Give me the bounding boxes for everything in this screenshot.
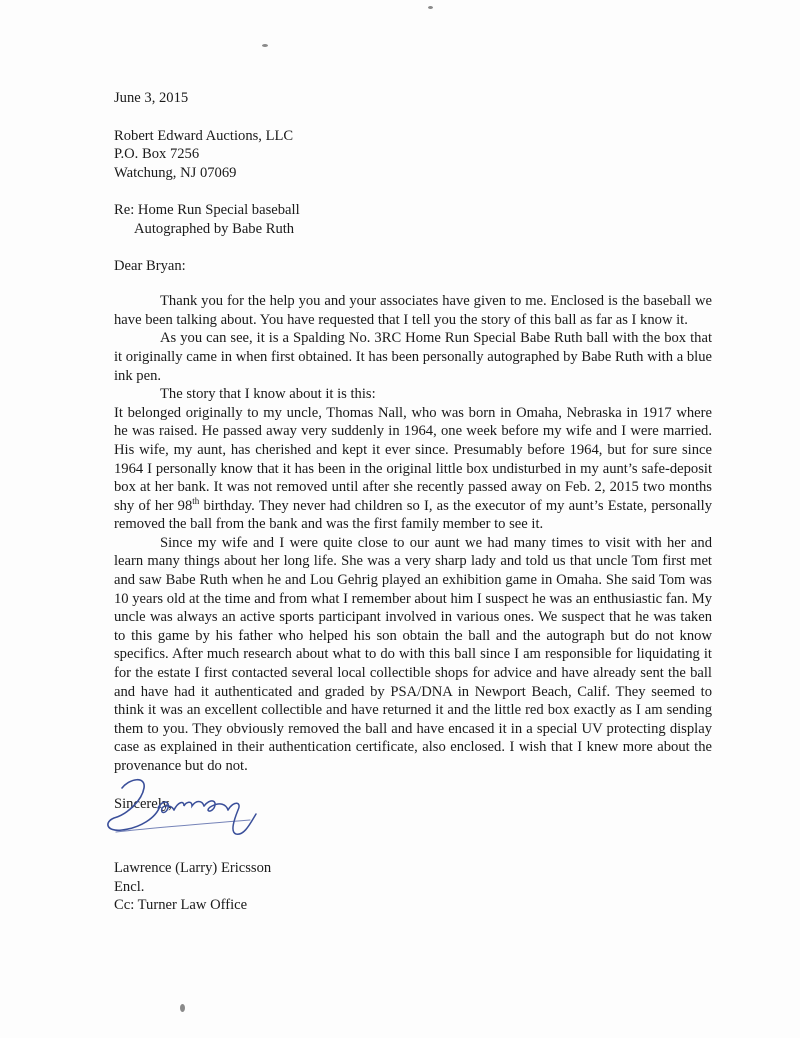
enclosure-note: Encl. — [114, 878, 145, 895]
paragraph-1: Thank you for the help you and your associates have given to me. Enclosed is the baseball we have been talking about. You have requested that I tell you the story of this ball as far as I know it. — [114, 293, 712, 328]
letter-paragraphs — [114, 292, 712, 775]
letter-date: June 3, 2015 — [114, 90, 189, 106]
paragraph-3: The story that I know about it is this: — [160, 386, 376, 403]
recipient-address — [114, 127, 712, 183]
cc-note: Cc: Turner Law Office — [114, 897, 248, 914]
closing-word: Sincerely, — [114, 795, 172, 812]
subject-line — [114, 201, 712, 238]
paper-speck — [262, 44, 268, 47]
ordinal-suffix: th — [192, 495, 200, 506]
paragraph-4-part-b: birthday. They never had children so I, as the executor of my aunt’s Estate, personally removed the ball from the bank and was the first family member to see it. — [114, 497, 713, 533]
paragraph-4-part-a: It belonged originally to my uncle, Thomas Nall, who was born in Omaha, Nebraska in 1917 where he was raised. He passed away very suddenly in 1964, one week before my wife and I were married. His wife, my aunt, has cherished and kept it ever since. Presumably before 1964, but for sure since 1964 I personally know that it has been in the original little box undisturbed in my aunt’s safe-deposit box at her bank. It was not removed until after she recently passed away on Feb. 2, 2015 two months shy of her 98 — [114, 404, 712, 514]
paper-speck — [180, 1004, 185, 1012]
paragraph-2: As you can see, it is a Spalding No. 3RC Home Run Special Babe Ruth ball with the box that it originally came in when first obtained. It has been personally autographed by Babe Ruth with a blue ink pen. — [114, 330, 712, 384]
handwritten-signature — [100, 770, 270, 840]
paper-speck — [428, 6, 433, 9]
paragraph-4 — [114, 404, 712, 534]
subject-line-1: Re: Home Run Special baseball — [114, 202, 300, 219]
subject-line-2: Autographed by Babe Ruth — [134, 220, 295, 237]
salutation: Dear Bryan: — [114, 257, 186, 274]
paragraph-5: Since my wife and I were quite close to our aunt we had many times to visit with her and learn many things about her long life. She was a very sharp lady and told us that uncle Tom first met and saw Babe Ruth when he and Lou Gehrig played an exhibition game in Omaha. She said Tom was 10 years old at the time and from what I remember about him I suspect he was an enthusiastic fan. My uncle was always an active sports participant involved in various ones. We suspect that he was taken to this game by his father who helped his son obtain the ball and the autograph but do not know specifics. After much research about what to do with this ball since I am responsible for liquidating it for the estate I first contacted several local collectible shops for advice and have already sent the ball and have had it authenticated and graded by PSA/DNA in Newport Beach, Calif. They seemed to think it was an excellent collectible and have returned it and the little red box exactly as I am sending them to you. They obviously removed the ball and have encased it in a special UV protecting display case as explained in their authentication certificate, also enclosed. I wish that I knew more about the provenance but do not. — [114, 534, 712, 774]
recipient-company: Robert Edward Auctions, LLC — [114, 127, 294, 144]
recipient-city: Watchung, NJ 07069 — [114, 164, 237, 181]
recipient-po-box: P.O. Box 7256 — [114, 146, 200, 163]
signer-name: Lawrence (Larry) Ericsson — [114, 860, 272, 877]
